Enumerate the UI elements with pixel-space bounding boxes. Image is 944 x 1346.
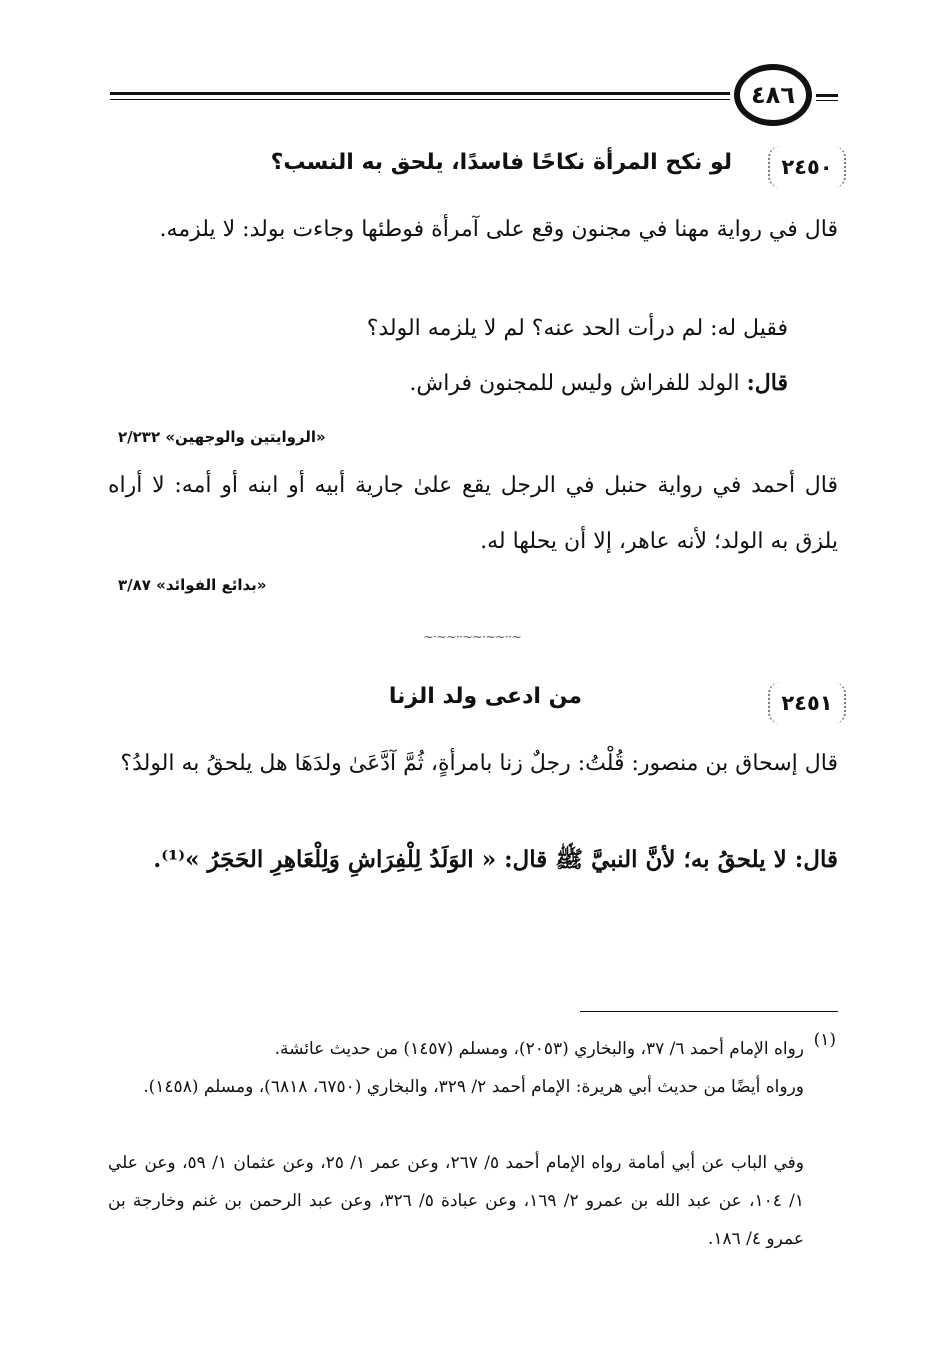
answer-text: الولد للفراش وليس للمجنون فراش. [409, 371, 747, 396]
answer-label: قال: [746, 370, 788, 396]
paragraph [108, 832, 838, 888]
paragraph: قال إسحاق بن منصور: قُلْتُ: رجلٌ زنا بامرأةٍ، ثُمَّ آدَّعَىٰ ولدَهَا هل يلحقُ به الولدُ؟ [120, 751, 838, 776]
header-rule [816, 94, 838, 97]
paragraph: قال أحمد في رواية حنبل في الرجل يقع علىٰ جارية أبيه أو ابنه أو أمه: لا أراه يلزق به الولد؛ لأنه عاهر، إلا أن يحلها له. [108, 473, 838, 554]
source-citation: «بدائع الفوائد» ٣/٨٧ [118, 576, 267, 594]
footnote-text: رواه الإمام أحمد ٦/ ٣٧، والبخاري (٢٠٥٣)، ومسلم (١٤٥٧) من حديث عائشة. [274, 1039, 804, 1059]
paragraph: فقيل له: لم درأت الحد عنه؟ لم لا يلزمه الولد؟ [366, 316, 788, 341]
header-rule [110, 99, 730, 100]
footnote-text: وفي الباب عن أبي أمامة رواه الإمام أحمد ٥/ ٢٦٧، وعن عمر ١/ ٢٥، وعن عثمان ١/ ٥٩، وعن علي ١/ ١٠٤، عن عبد الله بن عمرو ٢/ ١٦٩، وعن عبادة ٥/ ٣٢٦، وعن عبد الرحمن بن غنم وخارجة بن عمرو ٤/ ١٨٦. [108, 1153, 805, 1249]
paragraph [409, 370, 788, 396]
answer-label: قال: [794, 846, 838, 873]
footnote-separator [580, 1011, 838, 1012]
paragraph: قال في رواية مهنا في مجنون وقع على آمرأة فوطئها وجاءت بولد: لا يلزمه. [159, 217, 838, 242]
answer-text: لا يلحقُ به؛ لأنَّ النبيَّ ﷺ قال: « الوَلَدُ لِلْفِرَاشِ وَلِلْعَاهِرِ الحَجَرُ »⁽¹⁾. [153, 846, 795, 873]
section-title: من ادعى ولد الزنا [388, 684, 582, 709]
section-title: لو نكح المرأة نكاحًا فاسدًا، يلحق به النسب؟ [270, 150, 732, 175]
header-rule [816, 100, 838, 101]
section-divider-ornament: ~·~~··~~·~~··~ [423, 629, 521, 645]
source-citation: «الروايتين والوجهين» ٢/٢٣٢ [118, 428, 326, 446]
footnote-marker: (١) [813, 1030, 836, 1050]
section-number-badge: ٢٤٥١ [768, 682, 846, 724]
page-number: ٤٨٦ [734, 64, 812, 126]
section-number-badge: ٢٤٥٠ [768, 146, 846, 188]
header-rule [110, 92, 730, 95]
footnote-text: ورواه أيضًا من حديث أبي هريرة: الإمام أحمد ٢/ ٣٢٩، والبخاري (٦٧٥٠، ٦٨١٨)، ومسلم (١٤٥٨). [143, 1077, 804, 1097]
